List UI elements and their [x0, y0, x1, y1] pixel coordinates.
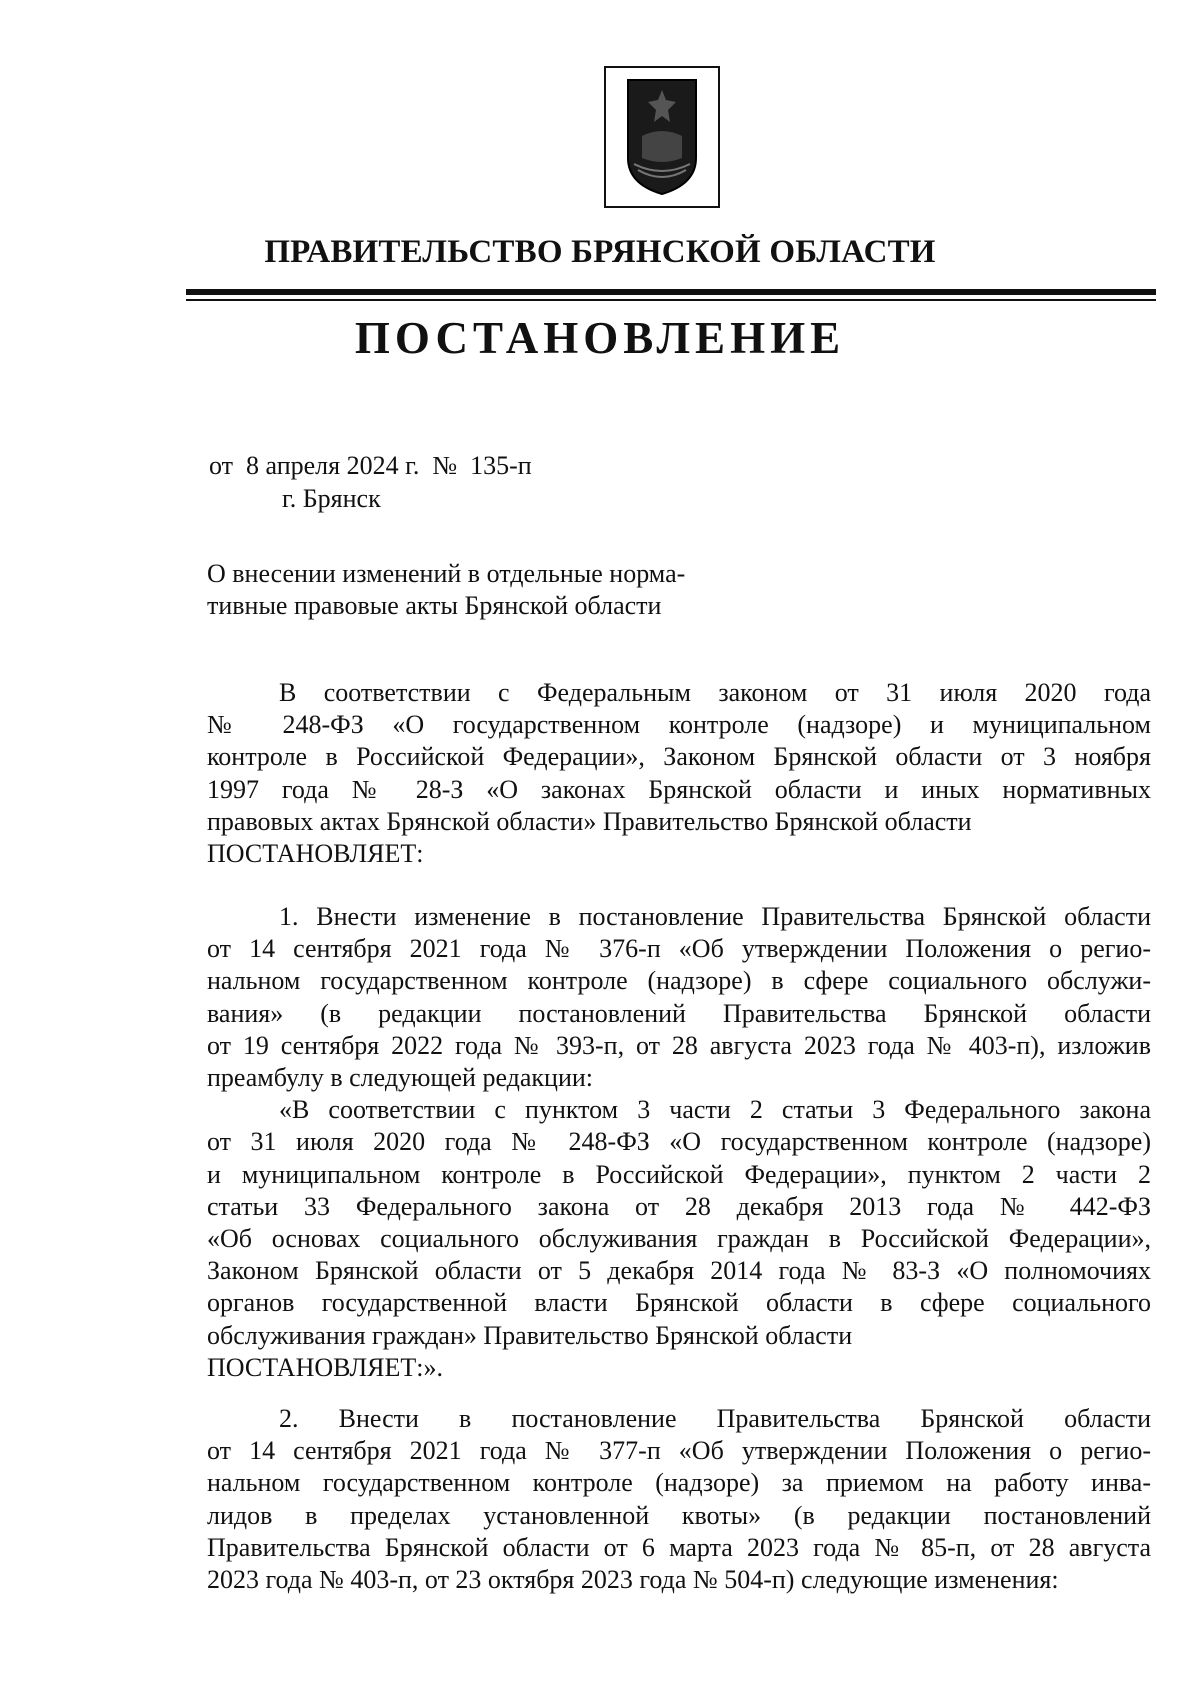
text-line: преамбулу в следующей редакции:: [207, 1063, 594, 1093]
text-line: от 14 сентября 2021 года № 376-п «Об утверждении Положения о регио-: [207, 934, 1151, 964]
quote-line: органов государственной власти Брянской области в сфере социального: [207, 1288, 1151, 1318]
header-rule-thick: [186, 289, 1156, 295]
text-line: ПОСТАНОВЛЯЕТ:: [207, 839, 424, 869]
text-line: от 19 сентября 2022 года № 393-п, от 28 августа 2023 года № 403-п), изложив: [207, 1030, 1151, 1060]
text-line: 1997 года № 28-З «О законах Брянской области и иных нормативных: [207, 774, 1151, 804]
quote-line: Законом Брянской области от 5 декабря 2014 года № 83-З «О полномочиях: [207, 1256, 1151, 1286]
coat-of-arms-icon: [604, 66, 720, 208]
quote-line: «Об основах социального обслуживания граждан в Российской Федерации»,: [207, 1224, 1151, 1254]
document-date-number: от 8 апреля 2024 г. № 135-п: [209, 451, 532, 480]
text-line: нальном государственном контроле (надзоре) за приемом на работу инва-: [207, 1468, 1151, 1498]
header-rule-thin: [186, 299, 1156, 301]
text-line: В соответствии с Федеральным законом от 31 июля 2020 года: [279, 678, 1151, 707]
text-line: вания» (в редакции постановлений Правительства Брянской области: [207, 998, 1151, 1028]
quote-line: и муниципальном контроле в Российской Федерации», пунктом 2 части 2: [207, 1159, 1151, 1189]
document-type-title: ПОСТАНОВЛЕНИЕ: [354, 313, 846, 363]
text-line: лидов в пределах установленной квоты» (в редакции постановлений: [207, 1500, 1151, 1530]
subject-line: тивные правовые акты Брянской области: [207, 591, 662, 620]
text-line: 1. Внести изменение в постановление Правительства Брянской области: [279, 902, 1151, 931]
document-subject: [207, 558, 685, 622]
document-city: г. Брянск: [282, 484, 381, 513]
text-line: 2. Внести в постановление Правительства Брянской области: [279, 1404, 1151, 1433]
text-line: Правительства Брянской области от 6 марта 2023 года № 85-п, от 28 августа: [207, 1532, 1151, 1562]
quote-line: обслуживания граждан» Правительство Брянской области: [207, 1320, 853, 1350]
organization-title: ПРАВИТЕЛЬСТВО БРЯНСКОЙ ОБЛАСТИ: [264, 234, 936, 270]
text-line: № 248-ФЗ «О государственном контроле (надзоре) и муниципальном: [207, 710, 1151, 740]
quote-line: от 31 июля 2020 года № 248-ФЗ «О государственном контроле (надзоре): [207, 1127, 1151, 1157]
preamble-paragraph: [207, 677, 1151, 870]
text-line: контроле в Российской Федерации», Законом Брянской области от 3 ноября: [207, 742, 1151, 772]
text-line: 2023 года № 403-п, от 23 октября 2023 года № 504-п) следующие изменения:: [207, 1565, 1059, 1595]
text-line: от 14 сентября 2021 года № 377-п «Об утверждении Положения о регио-: [207, 1436, 1151, 1466]
text-line: нальном государственном контроле (надзоре) в сфере социального обслужи-: [207, 966, 1151, 996]
quote-line: статьи 33 Федерального закона от 28 декабря 2013 года № 442-ФЗ: [207, 1191, 1151, 1221]
text-line: правовых актах Брянской области» Правительство Брянской области: [207, 806, 972, 836]
quote-line: «В соответствии с пунктом 3 части 2 статьи 3 Федерального закона: [279, 1095, 1151, 1125]
item-2-paragraph: [207, 1403, 1151, 1596]
subject-line: О внесении изменений в отдельные норма-: [207, 559, 686, 588]
quote-line: ПОСТАНОВЛЯЕТ:».: [207, 1352, 443, 1382]
item-1-paragraph: [207, 901, 1151, 1384]
